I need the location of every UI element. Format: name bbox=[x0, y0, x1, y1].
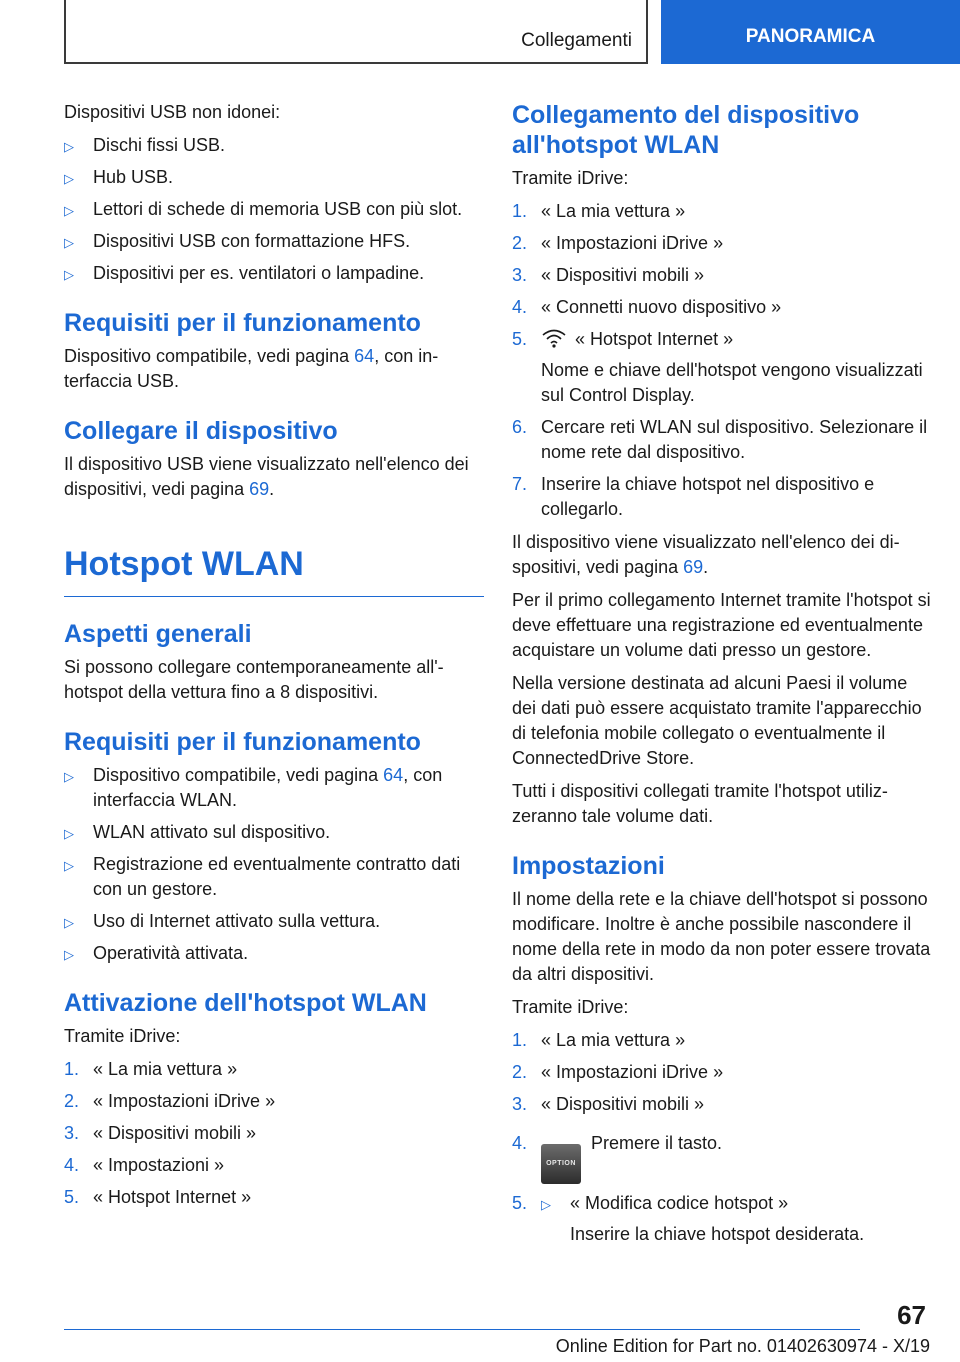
paragraph: Nella versione destinata ad alcuni Paesi il volume dei dati può essere acquistato tramite l'apparecchio di telefonia mobile collegato o eventualmente il ConnectedDrive Store. bbox=[512, 673, 922, 768]
list-item: 3. « Dispositivi mobili » bbox=[512, 1094, 705, 1114]
list-item: 1. « La mia vettura » bbox=[512, 1030, 686, 1050]
chapter-title: Collegamenti bbox=[521, 30, 632, 51]
step-note: Nome e chiave dell'hotspot vengono visualizzati sul Control Display. bbox=[541, 360, 923, 405]
list-item: 5. ▷ « Modifica codice hotspot » Inserire la chiave hotspot desiderata. bbox=[512, 1191, 932, 1247]
paragraph: Si possono collegare contemporaneamente all'hotspot della vettura fino a 8 dispositivi. bbox=[64, 657, 444, 702]
list-item: 1. « La mia vettura » bbox=[512, 201, 686, 221]
list-item: ▷ WLAN attivato sul dispositivo. bbox=[64, 820, 484, 845]
section-heading: Requisiti per il funzionamento bbox=[64, 309, 421, 337]
right-column bbox=[512, 100, 932, 1255]
paragraph: Tramite iDrive: bbox=[64, 1026, 181, 1046]
section-heading: Impostazioni bbox=[512, 852, 665, 880]
page-link[interactable]: 69 bbox=[249, 479, 270, 499]
option-button-icon: OPTION bbox=[541, 1144, 581, 1184]
paragraph: Tutti i dispositivi collegati tramite l'hotspot utilizzeranno tale volume dati. bbox=[512, 781, 888, 826]
paragraph: Per il primo collegamento Internet tramite l'hotspot si deve effettuare una registrazione ed eventualmente acquistare un volume dati presso un gestore. bbox=[512, 590, 931, 660]
list-item: ▷ Uso di Internet attivato sulla vettura. bbox=[64, 909, 484, 934]
section-heading: Collegamento del dispositivo all'hotspot WLAN bbox=[512, 101, 860, 159]
connection-steps bbox=[512, 199, 932, 522]
page-link[interactable]: 64 bbox=[354, 346, 375, 366]
footer-divider bbox=[64, 1329, 860, 1330]
list-item: ▷ Dispositivi USB con formattazione HFS. bbox=[64, 229, 484, 254]
section-heading: Collegare il dispositivo bbox=[64, 417, 338, 445]
bullet-triangle-icon: ▷ bbox=[541, 1197, 551, 1212]
list-item: ▷ Hub USB. bbox=[64, 165, 484, 190]
list-item: ▷ Operatività attivata. bbox=[64, 941, 484, 966]
step-note: Inserire la chiave hotspot desiderata. bbox=[570, 1224, 865, 1244]
chapter-heading: Hotspot WLAN bbox=[64, 544, 484, 597]
list-item: 3. « Dispositivi mobili » bbox=[64, 1123, 257, 1143]
list-item: 1. « La mia vettura » bbox=[64, 1059, 238, 1079]
list-item: ▷ Lettori di schede di memoria USB con più slot. bbox=[64, 197, 484, 222]
section-heading: Requisiti per il funzionamento bbox=[64, 728, 421, 756]
list-item: ▷ Dischi fissi USB. bbox=[64, 133, 484, 158]
list-item: 2. « Impostazioni iDrive » bbox=[512, 1062, 724, 1082]
header-chapter-box bbox=[64, 0, 648, 64]
list-item: 4. « Impostazioni » bbox=[64, 1155, 225, 1175]
list-item: 2. « Impostazioni iDrive » bbox=[64, 1091, 276, 1111]
list-item: 5. « Hotspot Internet » Nome e chiave dell'hotspot vengono visualizzati sul Control Display. bbox=[512, 327, 932, 408]
paragraph: Tramite iDrive: bbox=[512, 997, 629, 1017]
bullet-triangle-icon: ▷ bbox=[64, 203, 74, 218]
section-heading: Aspetti generali bbox=[64, 620, 252, 648]
left-column bbox=[64, 100, 484, 1218]
list-item: ▷ Registrazione ed eventualmente contratto dati con un gestore. bbox=[64, 854, 461, 899]
bullet-triangle-icon: ▷ bbox=[64, 826, 74, 841]
bullet-triangle-icon: ▷ bbox=[64, 267, 74, 282]
bullet-triangle-icon: ▷ bbox=[64, 858, 74, 873]
usb-unsuitable-list bbox=[64, 133, 484, 286]
wifi-icon bbox=[541, 328, 567, 348]
paragraph: Il dispositivo viene visualizzato nell'elenco dei dispositivi, vedi pagina 69. bbox=[512, 532, 900, 577]
section-heading: Attivazione dell'hotspot WLAN bbox=[64, 989, 427, 1017]
list-item: 2. « Impostazioni iDrive » bbox=[512, 233, 724, 253]
list-item: 3. « Dispositivi mobili » bbox=[512, 265, 705, 285]
section-tab[interactable]: PANORAMICA bbox=[661, 0, 960, 64]
settings-steps bbox=[512, 1028, 932, 1247]
list-item: 4. « Connetti nuovo dispositivo » bbox=[512, 297, 782, 317]
bullet-triangle-icon: ▷ bbox=[64, 769, 74, 784]
list-item: ▷ Dispositivo compatibile, vedi pagina 64, con interfaccia WLAN. bbox=[64, 765, 443, 810]
list-item: 7. Inserire la chiave hotspot nel dispositivo e collegarlo. bbox=[512, 474, 875, 519]
bullet-triangle-icon: ▷ bbox=[64, 235, 74, 250]
list-item: 5. « Hotspot Internet » bbox=[64, 1187, 252, 1207]
bullet-triangle-icon: ▷ bbox=[64, 947, 74, 962]
paragraph: Dispositivo compatibile, vedi pagina 64, con interfaccia USB. bbox=[64, 346, 439, 391]
list-item: 4. OPTIONPremere il tasto. bbox=[512, 1131, 932, 1184]
bullet-triangle-icon: ▷ bbox=[64, 915, 74, 930]
paragraph: Il nome della rete e la chiave dell'hotspot si possono modificare. Inoltre è anche possibile nascondere il nome della rete in modo da non poter essere trovata da altri dispositivi. bbox=[512, 889, 931, 984]
list-item: 6. Cercare reti WLAN sul dispositivo. Selezionare il nome rete dal dispositivo. bbox=[512, 417, 928, 462]
activation-steps bbox=[64, 1057, 484, 1210]
bullet-triangle-icon: ▷ bbox=[64, 139, 74, 154]
requirements-list bbox=[64, 763, 484, 966]
list-item: ▷ Dispositivi per es. ventilatori o lampadine. bbox=[64, 261, 484, 286]
footer-edition: Online Edition for Part no. 01402630974 - X/19 bbox=[555, 1336, 930, 1356]
paragraph: Il dispositivo USB viene visualizzato nell'elenco dei dispositivi, vedi pagina 69. bbox=[64, 454, 469, 499]
page-number: 67 bbox=[897, 1300, 926, 1330]
usb-intro: Dispositivi USB non idonei: bbox=[64, 102, 281, 122]
paragraph: Tramite iDrive: bbox=[512, 168, 629, 188]
page-link[interactable]: 64 bbox=[383, 765, 404, 785]
page-link[interactable]: 69 bbox=[683, 557, 704, 577]
bullet-triangle-icon: ▷ bbox=[64, 171, 74, 186]
